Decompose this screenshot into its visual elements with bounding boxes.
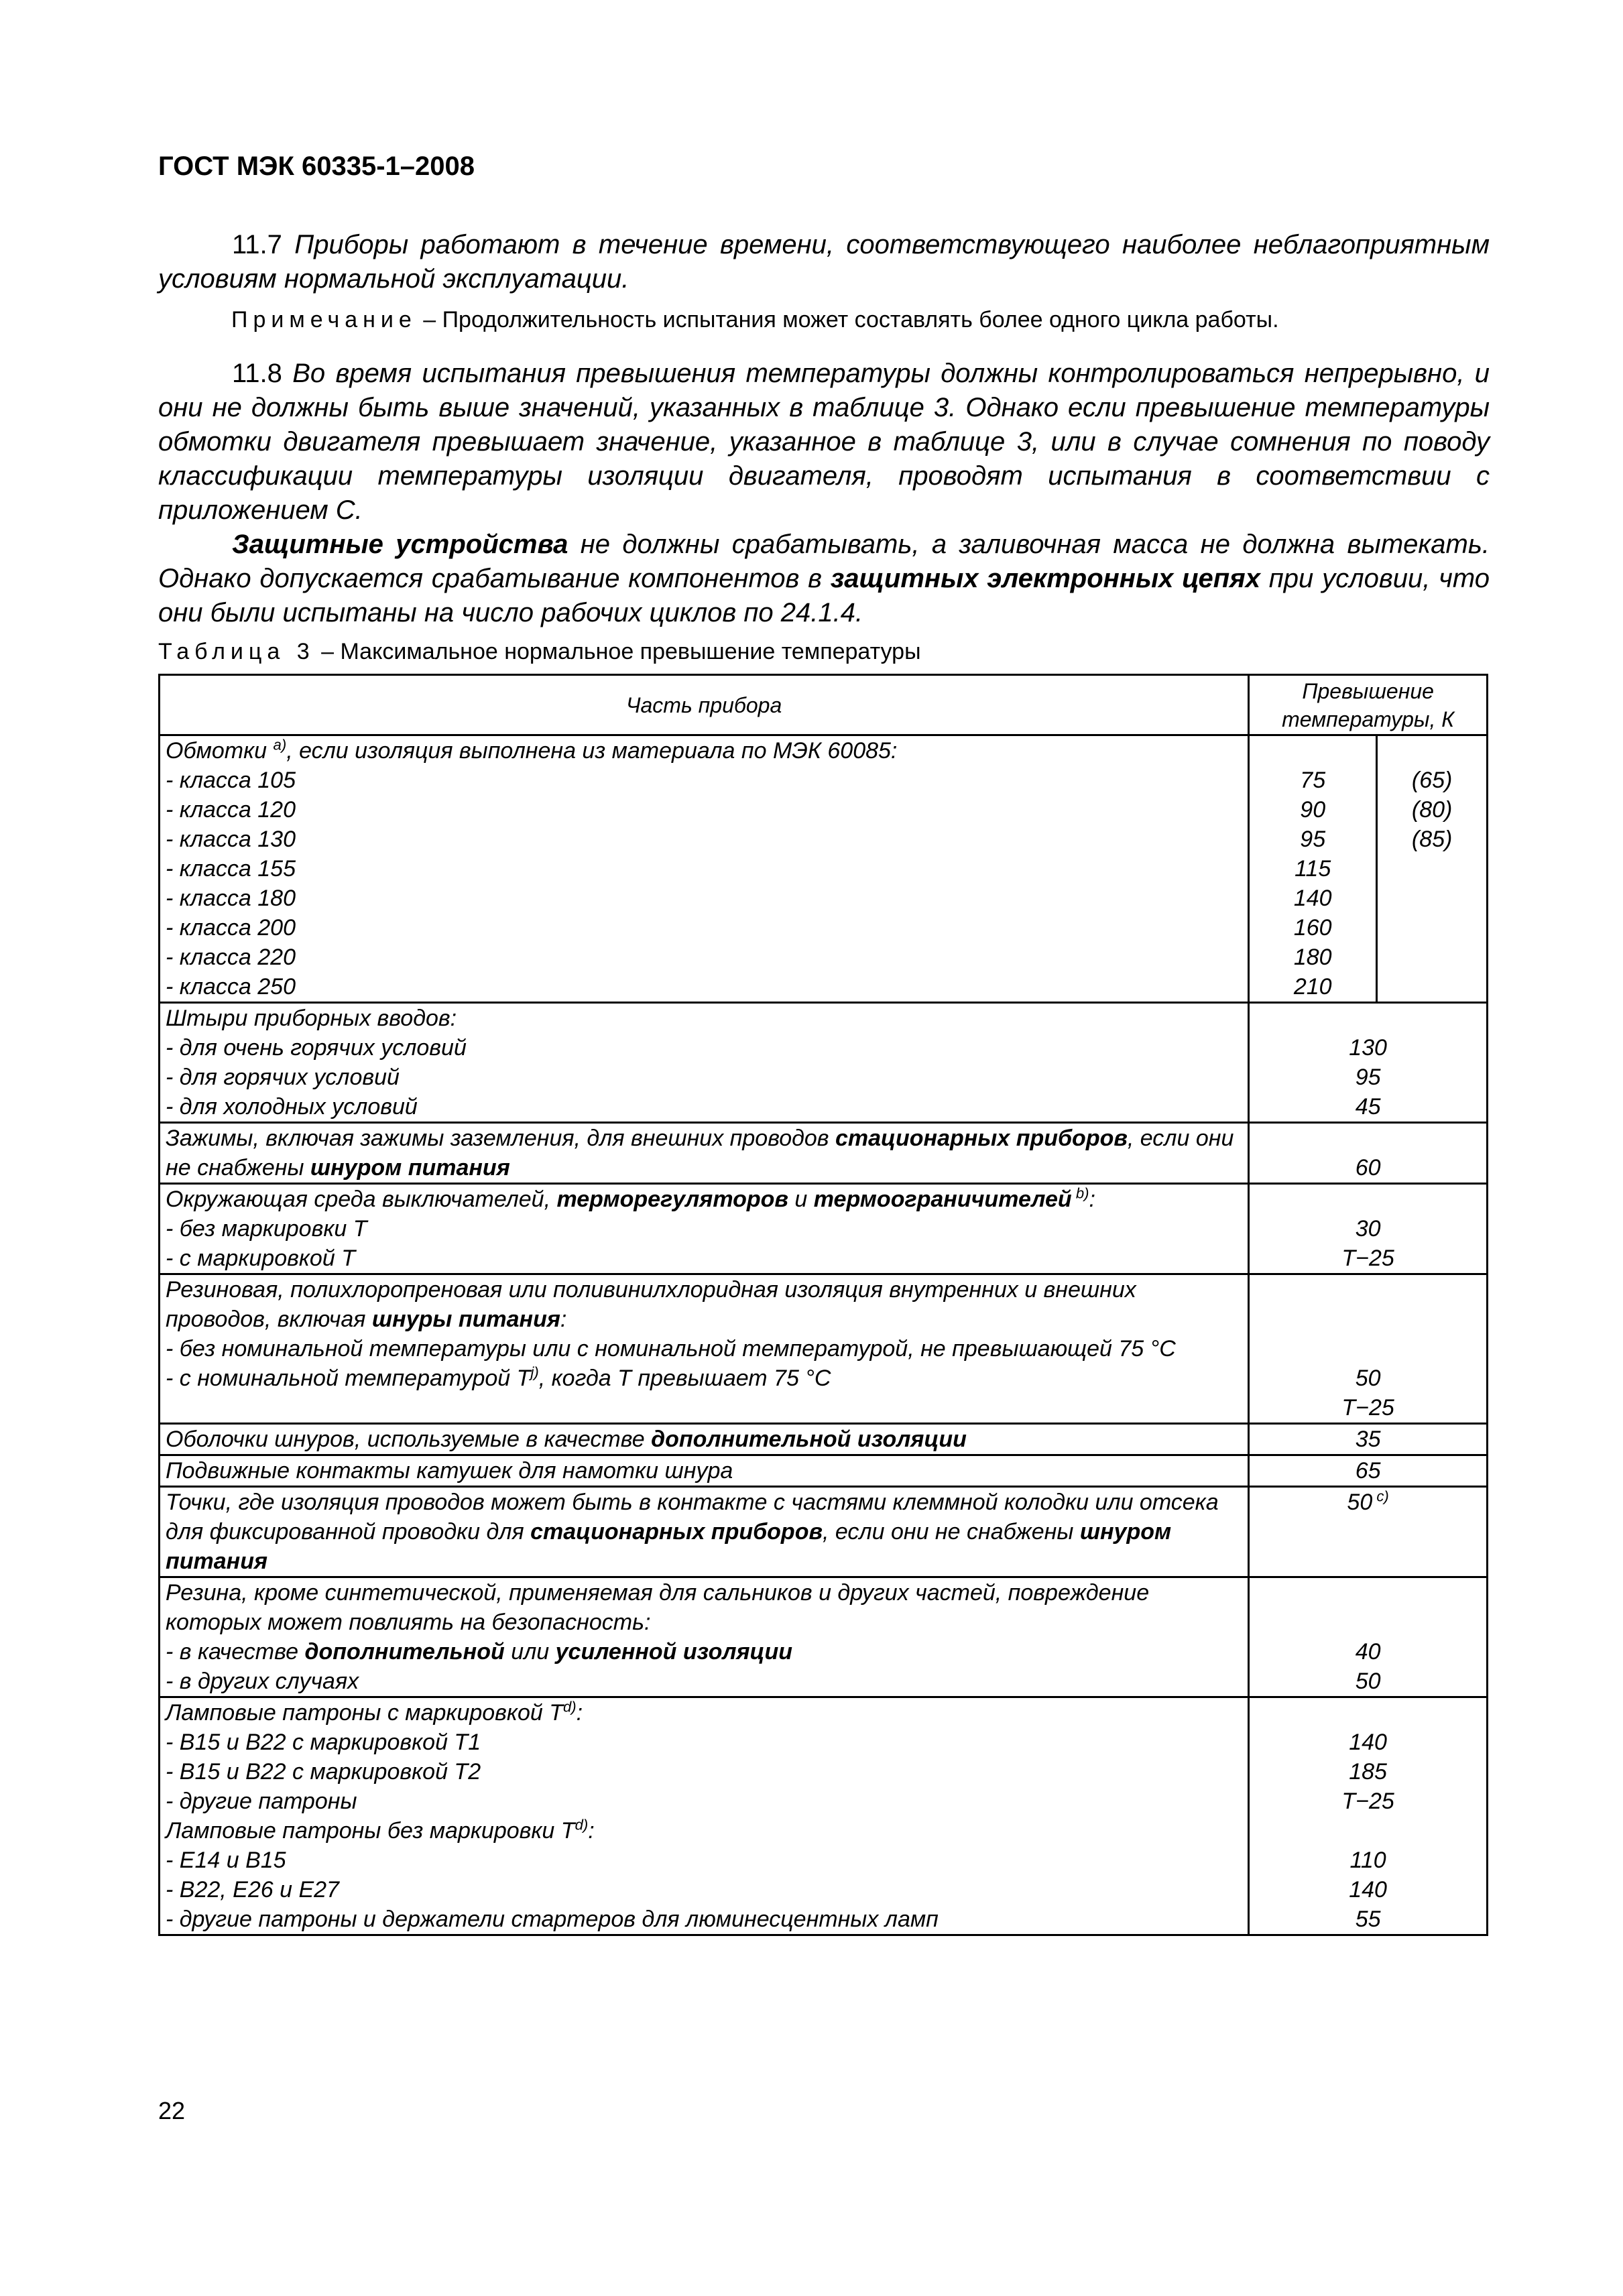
- value: 50: [1347, 1490, 1373, 1515]
- list-item: - в других случаях: [166, 1669, 359, 1694]
- footnote-ref: c): [1372, 1488, 1389, 1505]
- cell-part: [160, 1274, 1249, 1424]
- term: усиленной изоляции: [555, 1639, 793, 1665]
- value: 90: [1300, 797, 1326, 823]
- cell-part: [160, 1487, 1249, 1577]
- cell-values: [1249, 1184, 1488, 1274]
- value-alt: (65): [1411, 768, 1453, 793]
- text-part: , если они не снабжены: [166, 1126, 1234, 1181]
- value: T−25: [1341, 1789, 1394, 1814]
- text-part: , если изоляция выполнена из материала по МЭК 60085:: [286, 738, 898, 764]
- temperature-table: [158, 674, 1488, 1936]
- cell-values: [1249, 1003, 1488, 1123]
- clause-11-7: [158, 228, 1490, 296]
- term: шнуром питания: [310, 1155, 510, 1181]
- value: 95: [1300, 827, 1326, 852]
- list-item: - класса 250: [166, 974, 296, 1000]
- term: терморегуляторов: [556, 1187, 788, 1212]
- value: 30: [1355, 1216, 1381, 1242]
- footnote-ref: a): [273, 736, 287, 753]
- row-heading: Штыри приборных вводов:: [166, 1006, 457, 1031]
- page-number: 22: [158, 2097, 186, 2124]
- protective-devices-paragraph: [158, 528, 1490, 630]
- list-item: - другие патроны: [166, 1789, 357, 1814]
- clause-text: Приборы работают в течение времени, соответствующего наиболее неблагоприятным условиям нормальной эксплуатации.: [158, 230, 1490, 294]
- list-item: - Е14 и В15: [166, 1848, 286, 1873]
- list-item: - класса 180: [166, 886, 296, 911]
- cell-part: [160, 1123, 1249, 1184]
- table-row-contact-points: [160, 1487, 1488, 1577]
- text-part: :: [588, 1818, 595, 1844]
- text-part: :: [560, 1307, 567, 1332]
- text-part: или: [504, 1639, 556, 1665]
- cell-values: [1249, 1697, 1488, 1935]
- value-alt: (80): [1411, 797, 1453, 823]
- value-alt: (85): [1411, 827, 1453, 852]
- list-item: - В15 и В22 с маркировкой Т1: [166, 1730, 481, 1755]
- text-part: - с номинальной температурой Т: [166, 1366, 531, 1391]
- value: 140: [1349, 1730, 1387, 1755]
- table-caption: [158, 639, 921, 665]
- caption-label: Таблица 3: [158, 639, 315, 664]
- cell-part: [160, 1184, 1249, 1274]
- value: 160: [1293, 915, 1332, 941]
- text-part: , если они не снабжены: [823, 1519, 1080, 1545]
- text-part: Оболочки шнуров, используемые в качестве: [166, 1427, 652, 1452]
- table-row-contacts: [160, 1455, 1488, 1487]
- value: 55: [1355, 1907, 1381, 1932]
- value: 140: [1349, 1877, 1387, 1902]
- list-item: - класса 120: [166, 797, 296, 823]
- text-part: Обмотки: [166, 738, 274, 764]
- list-item: - для горячих условий: [166, 1065, 400, 1090]
- cell-part: [160, 1577, 1249, 1697]
- value: 60: [1355, 1155, 1381, 1181]
- value: 50: [1355, 1366, 1381, 1391]
- list-item: - класса 130: [166, 827, 296, 852]
- text-part: - в качестве: [166, 1639, 305, 1665]
- list-item: - класса 220: [166, 945, 296, 970]
- text-part: :: [1089, 1187, 1095, 1212]
- value: 40: [1355, 1639, 1381, 1665]
- footnote-ref: b): [1071, 1185, 1089, 1202]
- list-item: - класса 200: [166, 915, 296, 941]
- text-part: при условии, что они были испытаны на число рабочих циклов по 24.1.4.: [158, 564, 1490, 627]
- term: стационарных приборов: [835, 1126, 1128, 1151]
- cell-part: [160, 1424, 1249, 1455]
- text-part: Окружающая среда выключателей,: [166, 1187, 557, 1212]
- table-row-lampholders: [160, 1697, 1488, 1935]
- cell-values: [1249, 735, 1488, 1003]
- value: 210: [1293, 974, 1332, 1000]
- value: 50: [1355, 1669, 1381, 1694]
- cell-part: [160, 1697, 1249, 1935]
- value: T−25: [1341, 1395, 1394, 1421]
- clause-number: 11.7: [232, 230, 282, 259]
- cell-part: [160, 735, 1249, 1003]
- value: 35: [1249, 1424, 1488, 1455]
- note: [231, 307, 1279, 333]
- footnote-ref: d): [563, 1698, 577, 1715]
- table-row-environment: [160, 1184, 1488, 1274]
- clause-text: Во время испытания превышения температуры должны контролироваться непрерывно, и они не должны быть выше значений, указанных в таблице 3. Однако если превышение температуры обмотки двигателя превышает значение, указанное в таблице 3, или в случае сомнения по поводу классификации температуры изоляции двигателя, проводят испытания в соответствии с приложением С.: [158, 359, 1490, 525]
- value: 140: [1293, 886, 1332, 911]
- footnote-ref: d): [575, 1816, 589, 1833]
- list-item: - без маркировки Т: [166, 1216, 367, 1242]
- cell-values: [1249, 1274, 1488, 1424]
- term-electronic-circuits: защитных электронных цепях: [830, 564, 1260, 593]
- value: 45: [1355, 1094, 1381, 1120]
- clause-11-8: [158, 357, 1490, 630]
- cell-values: [1249, 1123, 1488, 1184]
- value: 180: [1293, 945, 1332, 970]
- cell-part: [160, 1003, 1249, 1123]
- table-row-sheaths: [160, 1424, 1488, 1455]
- text-part: не должны срабатывать, а заливочная масса не должна вытекать. Однако допускается срабатывание компонентов в: [158, 530, 1490, 593]
- clause-number: 11.8: [232, 359, 282, 388]
- value: 75: [1300, 768, 1326, 793]
- term: дополнительной: [304, 1639, 505, 1665]
- term: термоограничителей: [813, 1187, 1072, 1212]
- value: 115: [1295, 856, 1331, 882]
- header-part: Часть прибора: [160, 675, 1249, 735]
- list-item: - класса 105: [166, 768, 296, 793]
- table-row-windings: [160, 735, 1488, 1003]
- list-item: - класса 155: [166, 856, 296, 882]
- list-item: - В15 и В22 с маркировкой Т2: [166, 1759, 481, 1785]
- text-part: Зажимы, включая зажимы заземления, для внешних проводов: [166, 1126, 835, 1151]
- term: шнуры питания: [371, 1307, 560, 1332]
- list-item: - другие патроны и держатели стартеров для люминесцентных ламп: [166, 1907, 939, 1932]
- table-row-clamps: [160, 1123, 1488, 1184]
- table-row-pins: [160, 1003, 1488, 1123]
- term-protective-devices: Защитные устройства: [232, 530, 568, 559]
- list-item: - для холодных условий: [166, 1094, 418, 1120]
- text-part: Ламповые патроны с маркировкой Т: [166, 1700, 564, 1726]
- table-header-row: [160, 675, 1488, 735]
- list-item: - для очень горячих условий: [166, 1035, 467, 1061]
- value: 95: [1355, 1065, 1381, 1090]
- value: 130: [1349, 1035, 1387, 1061]
- term: шнуром питания: [166, 1519, 1172, 1574]
- row-heading: Резина, кроме синтетической, применяемая для сальников и других частей, повреждение которых может повлиять на безопасность:: [166, 1580, 1150, 1635]
- document-header: ГОСТ МЭК 60335-1–2008: [158, 152, 475, 181]
- list-item: - с маркировкой Т: [166, 1246, 355, 1271]
- value: 185: [1349, 1759, 1387, 1785]
- text-part: Ламповые патроны без маркировки Т: [166, 1818, 575, 1844]
- caption-text: – Максимальное нормальное превышение температуры: [314, 639, 921, 664]
- term: стационарных приборов: [530, 1519, 823, 1545]
- value: 110: [1349, 1848, 1386, 1873]
- value: 65: [1249, 1455, 1488, 1487]
- list-item: - В22, Е26 и Е27: [166, 1877, 339, 1902]
- text-part: и: [788, 1187, 814, 1212]
- text-part: , когда Т превышает 75 °С: [538, 1366, 831, 1391]
- list-item: - без номинальной температуры или с номинальной температурой, не превышающей 75 °С: [166, 1336, 1176, 1362]
- term: дополнительной изоляции: [651, 1427, 967, 1452]
- cell-values: [1249, 1487, 1488, 1577]
- cell-part: Подвижные контакты катушек для намотки шнура: [160, 1455, 1249, 1487]
- table-row-rubber-insulation: [160, 1274, 1488, 1424]
- text-part: Точки, где изоляция проводов может быть в контакте с частями клеммной колодки или отсека для фиксированной проводки для: [166, 1490, 1219, 1545]
- note-text: – Продолжительность испытания может составлять более одного цикла работы.: [416, 307, 1279, 333]
- note-label: Примечание: [231, 307, 417, 333]
- cell-values: [1249, 1577, 1488, 1697]
- header-rise: Превышение температуры, К: [1249, 675, 1488, 735]
- value: T−25: [1341, 1246, 1394, 1271]
- text-part: :: [576, 1700, 583, 1726]
- table-row-rubber-seals: [160, 1577, 1488, 1697]
- footnote-ref: j): [530, 1364, 539, 1381]
- text-part: Резиновая, полихлоропреновая или поливинилхлоридная изоляция внутренних и внешних проводов, включая: [166, 1277, 1136, 1332]
